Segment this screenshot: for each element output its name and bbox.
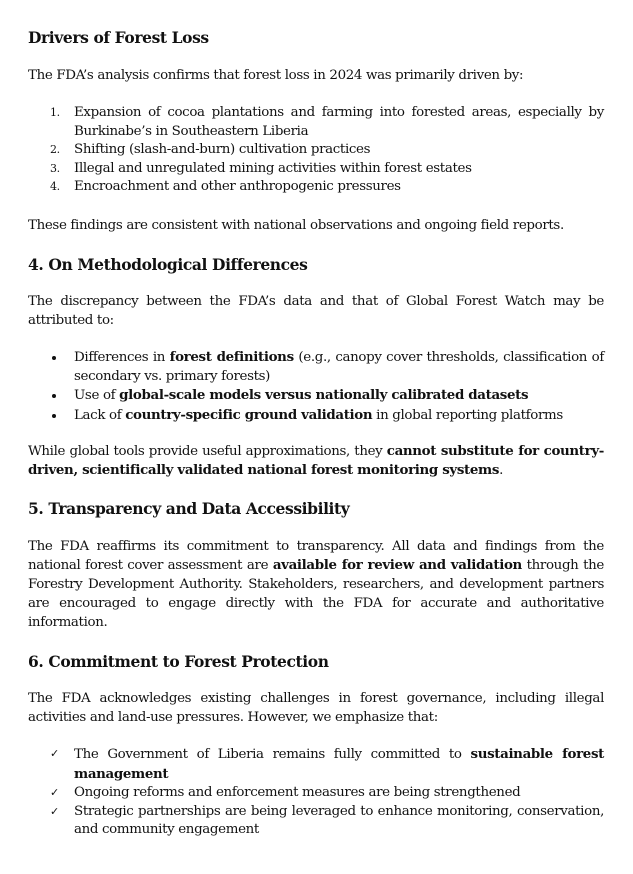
text: Strategic partnerships are being leveraged to enhance monitoring, conservation, and community engagement [74,803,604,838]
bold-text: available for review and validation [272,557,522,573]
text: Ongoing reforms and enforcement measures are being strengthened [74,785,521,801]
bullet-icon [52,394,56,398]
bullet-icon [52,356,56,360]
bold-text: sustainable forest management [74,746,604,782]
text: Differences in [74,350,170,365]
text: The FDA reaffirms its commitment to transparency. All data and findings from the national forest cover assessment are [28,539,604,573]
drivers-intro: The FDA’s analysis confirms that forest loss in 2024 was primarily driven by: [28,68,524,83]
text: While global tools provide useful approximations, they [28,444,387,459]
bold-text: country-specific ground validation [125,406,373,423]
heading-drivers-of-forest-loss: Drivers of Forest Loss [28,28,209,47]
bold-text: cannot substitute for country-driven, scientifically validated national forest monitoring systems [28,443,604,478]
list-item [28,141,604,160]
list-item [28,386,604,406]
list-number: 2. [50,143,60,157]
list-item [28,178,604,197]
commitment-intro: The FDA acknowledges existing challenges in forest governance, including illegal activities and land-use pressures. However, we emphasize that: [28,691,604,725]
methodology-intro: The discrepancy between the FDA’s data and that of Global Forest Watch may be attributed to: [28,294,604,328]
checkmark-icon: ✓ [50,786,59,800]
drivers-numbered-list [28,104,604,197]
methodology-bullet-list [28,348,604,425]
commitment-check-list [28,745,604,840]
bold-text: forest definitions [169,349,294,365]
heading-transparency: 5. Transparency and Data Accessibility [28,499,350,518]
transparency-paragraph [28,537,604,632]
list-item [28,406,604,426]
bullet-icon [52,414,56,418]
checkmark-icon: ✓ [50,747,59,760]
methodology-closing [28,442,604,480]
list-item [28,784,604,803]
list-item [28,160,604,179]
text: through the Forestry Development Authority. Stakeholders, researchers, and development partners are encouraged to engage directly with the FDA for accurate and authoritative information. [28,558,605,630]
text: (e.g., canopy cover thresholds, classification of secondary vs. primary forests) [74,350,604,384]
list-number: 3. [50,161,60,175]
bold-text: global-scale models versus nationally calibrated datasets [119,387,529,404]
text: Lack of [74,407,126,423]
heading-methodological-differences: 4. On Methodological Differences [28,255,308,274]
text: The Government of Liberia remains fully committed to [74,747,471,762]
list-item-text: Illegal and unregulated mining activities within forest estates [74,160,472,176]
text: in global reporting platforms [372,407,563,423]
list-number: 1. [50,106,60,119]
list-item [28,745,604,784]
list-item-text: Expansion of cocoa plantations and farming into forested areas, especially by Burkinabe’s in Southeastern Liberia [74,105,604,139]
list-item-text: Shifting (slash-and-burn) cultivation practices [74,142,371,158]
text: Use of [74,388,120,404]
list-item [28,348,604,386]
list-number: 4. [50,180,60,194]
list-item [28,104,604,141]
heading-commitment: 6. Commitment to Forest Protection [28,652,329,671]
drivers-closing: These findings are consistent with national observations and ongoing field reports. [28,218,564,233]
checkmark-icon: ✓ [50,804,59,818]
text: . [499,463,503,478]
list-item-text: Encroachment and other anthropogenic pressures [74,179,401,195]
list-item [28,803,604,840]
